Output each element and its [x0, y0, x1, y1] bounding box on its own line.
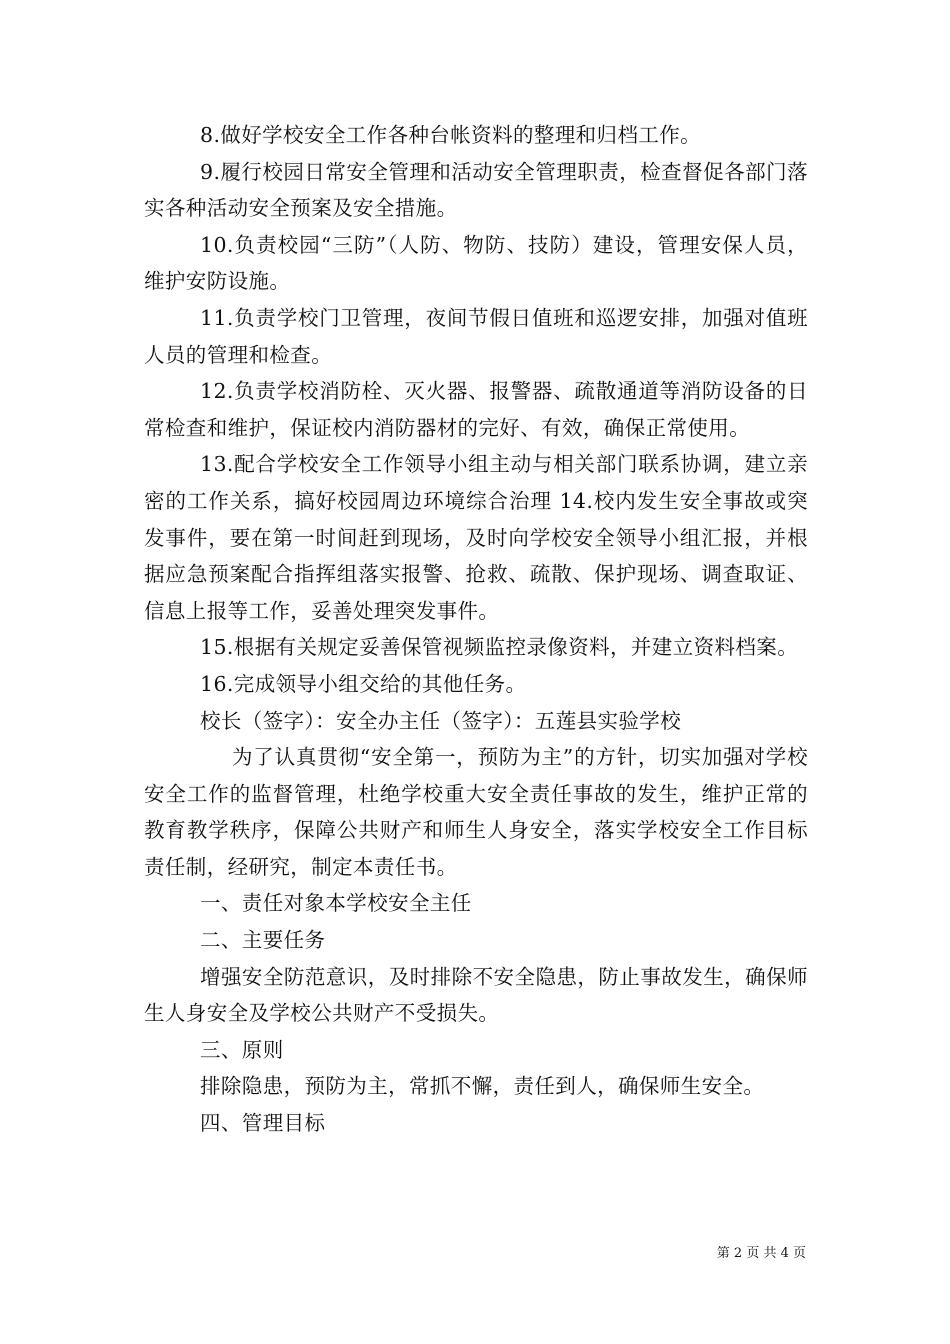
paragraph-item-16: 16.完成领导小组交给的其他任务。: [200, 671, 527, 696]
page-number-footer: 第 2 页 共 4 页: [716, 1246, 806, 1261]
section-3-text: 排除隐患，预防为主，常抓不懈，责任到人，确保师生安全。: [200, 1074, 765, 1099]
paragraph-item-11: 11.负责学校门卫管理，夜间节假日值班和巡逻安排，加强对值班人员的管理和检查。: [144, 305, 808, 367]
signature-line: 校长（签字）：安全办主任（签字）：五莲县实验学校: [200, 708, 682, 733]
section-heading-2: 二、主要任务: [200, 928, 326, 953]
section-heading-4: 四、管理目标: [200, 1111, 326, 1136]
paragraph-item-9: 9.履行校园日常安全管理和活动安全管理职责，检查督促各部门落实各种活动安全预案及安全措施。: [144, 159, 808, 221]
section-heading-1: 一、责任对象本学校安全主任: [200, 891, 472, 916]
intro-paragraph: 为了认真贯彻“安全第一，预防为主”的方针，切实加强对学校安全工作的监督管理，杜绝学校重大安全责任事故的发生，维护正常的教育教学秩序，保障公共财产和师生人身安全，落实学校安全工作目标责任制，经研究，制定本责任书。: [144, 745, 808, 879]
section-heading-3: 三、原则: [200, 1037, 284, 1062]
paragraph-item-10: 10.负责校园“三防”（人防、物防、技防）建设，管理安保人员，维护安防设施。: [144, 232, 808, 294]
section-2-text: 增强安全防范意识，及时排除不安全隐患，防止事故发生，确保师生人身安全及学校公共财产不受损失。: [144, 964, 808, 1026]
document-body: [144, 117, 808, 1142]
paragraph-item-8: 8.做好学校安全工作各种台帐资料的整理和归档工作。: [200, 123, 702, 147]
paragraph-item-12: 12.负责学校消防栓、灭火器、报警器、疏散通道等消防设备的日常检查和维护，保证校内消防器材的完好、有效，确保正常使用。: [144, 379, 808, 440]
paragraph-item-13-14: 13.配合学校安全工作领导小组主动与相关部门联系协调，建立亲密的工作关系，搞好校园周边环境综合治理 14.校内发生安全事故或突发事件，要在第一时间赶到现场，及时向学校安全领导小组汇报，并根据应急预案配合指挥组落实报警、抢救、疏散、保护现场、调查取证、信息上报等工作，妥善处理突发事件。: [144, 452, 808, 623]
paragraph-item-15: 15.根据有关规定妥善保管视频监控录像资料，并建立资料档案。: [200, 635, 799, 660]
